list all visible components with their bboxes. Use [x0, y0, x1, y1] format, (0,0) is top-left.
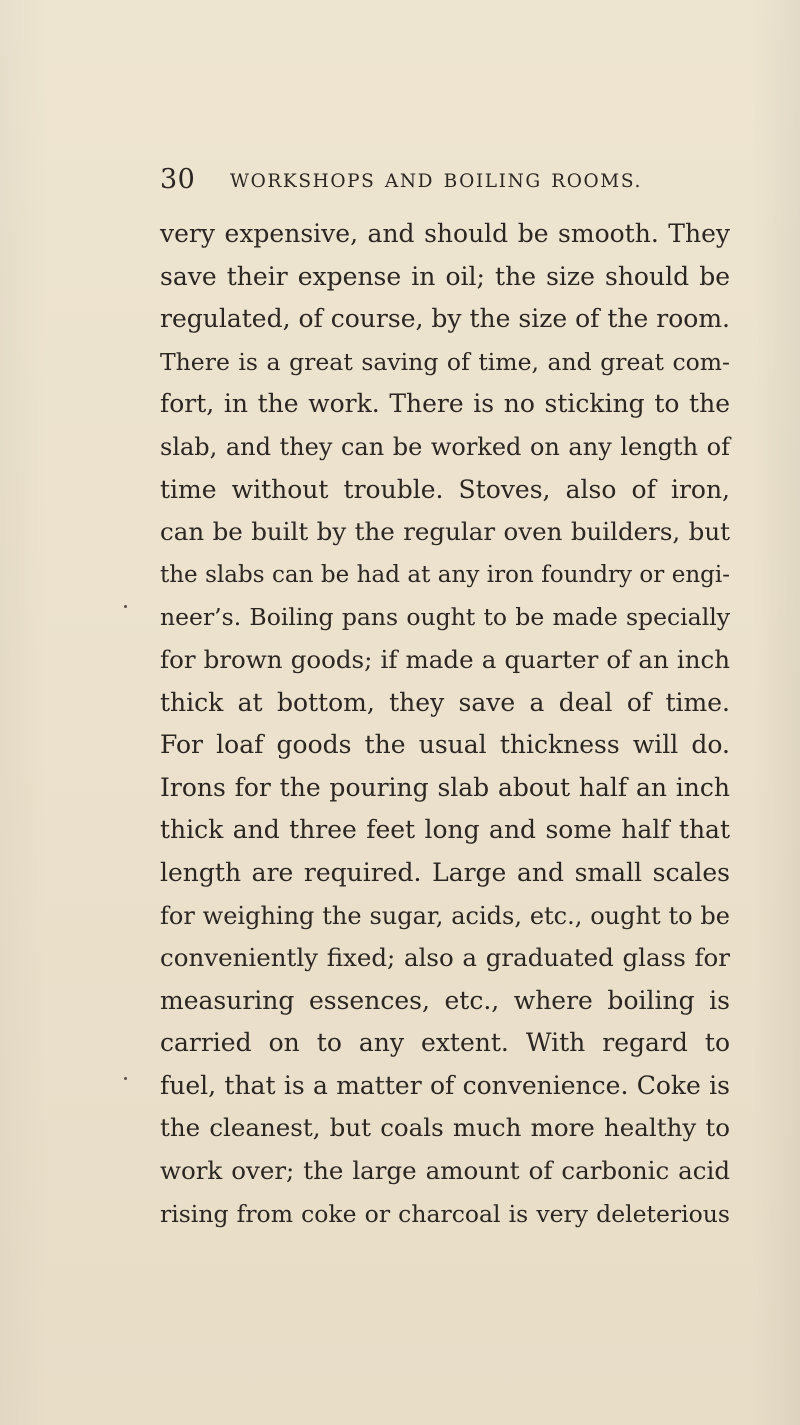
text-line: the cleanest, but coals much more healthy to: [160, 1113, 730, 1143]
text-line: save their expense in oil; the size should be: [160, 261, 730, 291]
text-line: length are required. Large and small scales: [160, 857, 730, 887]
text-line: For loaf goods the usual thickness will do.: [160, 730, 730, 760]
text-line: slab, and they can be worked on any length of: [160, 432, 730, 461]
text-line: neer’s. Boiling pans ought to be made specially: [160, 603, 730, 632]
text-line: very expensive, and should be smooth. They: [160, 219, 730, 248]
text-line: time without trouble. Stoves, also of iron,: [160, 474, 730, 504]
text-line: for brown goods; if made a quarter of an inch: [160, 644, 730, 674]
text-line: conveniently fixed; also a graduated glass for: [160, 943, 730, 973]
running-head: [160, 160, 720, 200]
text-line: rising from coke or charcoal is very deleterious: [160, 1199, 730, 1228]
text-line: can be built by the regular oven builders, but: [160, 517, 730, 547]
text-line: work over; the large amount of carbonic acid: [160, 1156, 730, 1186]
text-line: thick and three feet long and some half that: [160, 815, 730, 845]
body-text: [160, 213, 730, 1235]
text-line: There is a great saving of time, and great com-: [160, 347, 730, 376]
text-line: Irons for the pouring slab about half an inch: [160, 772, 730, 802]
text-line: regulated, of course, by the size of the room.: [160, 304, 730, 334]
text-line: thick at bottom, they save a deal of time.: [160, 687, 730, 717]
paper-speck: [124, 1077, 127, 1080]
text-line: carried on to any extent. With regard to: [160, 1028, 730, 1058]
text-line: fuel, that is a matter of convenience. Coke is: [160, 1070, 730, 1100]
text-line: the slabs can be had at any iron foundry or engi-: [160, 561, 730, 588]
text-line: fort, in the work. There is no sticking to the: [160, 389, 730, 419]
paper-speck: [124, 605, 127, 608]
text-line: for weighing the sugar, acids, etc., ought to be: [160, 901, 730, 930]
running-title: WORKSHOPS AND BOILING ROOMS.: [230, 171, 642, 192]
text-line: measuring essences, etc., where boiling is: [160, 985, 730, 1015]
page-number: 30: [160, 164, 196, 195]
